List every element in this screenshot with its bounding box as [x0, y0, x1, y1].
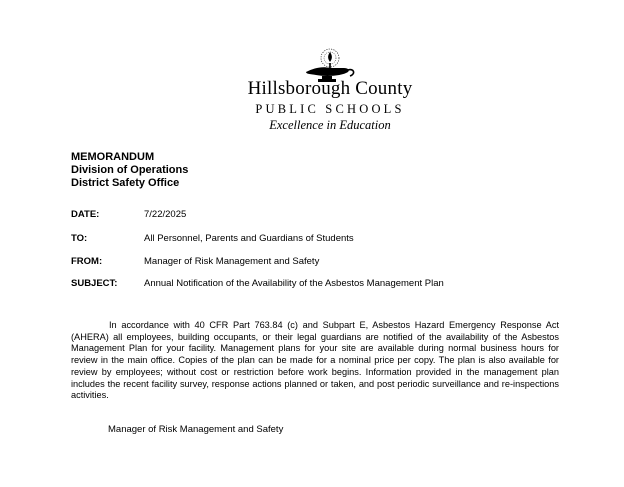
signature-line: Manager of Risk Management and Safety	[108, 424, 284, 435]
memo-office: District Safety Office	[71, 177, 180, 189]
memo-heading	[71, 151, 188, 190]
org-subtitle: PUBLIC SCHOOLS	[255, 102, 405, 116]
date-value: 7/22/2025	[144, 209, 187, 220]
date-label: DATE:	[71, 209, 100, 220]
body-paragraph: In accordance with 40 CFR Part 763.84 (c) and Subpart E, Asbestos Hazard Emergency Response Act (AHERA) all employees, building occupants, or their legal guardians are notified of the availability of the Asbestos Management Plan for your facility. Management plans for your site are available during normal business hours for review in the main office. Copies of the plan can be made for a nominal price per copy. The plan is also available for review by employees; without cost or restriction before work begins. Information provided in the management plan includes the recent facility survey, response actions planned or taken, and post periodic surveillance and re-inspections activities.	[71, 320, 559, 401]
from-label: FROM:	[71, 256, 103, 267]
org-motto: Excellence in Education	[269, 118, 391, 132]
org-name: Hillsborough County	[247, 78, 413, 99]
subject-label: SUBJECT:	[71, 278, 118, 289]
to-value: All Personnel, Parents and Guardians of Students	[144, 233, 354, 244]
from-value: Manager of Risk Management and Safety	[144, 256, 320, 267]
memo-title: MEMORANDUM	[71, 151, 155, 163]
memo-division: Division of Operations	[71, 164, 189, 176]
to-label: TO:	[71, 233, 88, 244]
subject-value: Annual Notification of the Availability of the Asbestos Management Plan	[144, 278, 444, 289]
